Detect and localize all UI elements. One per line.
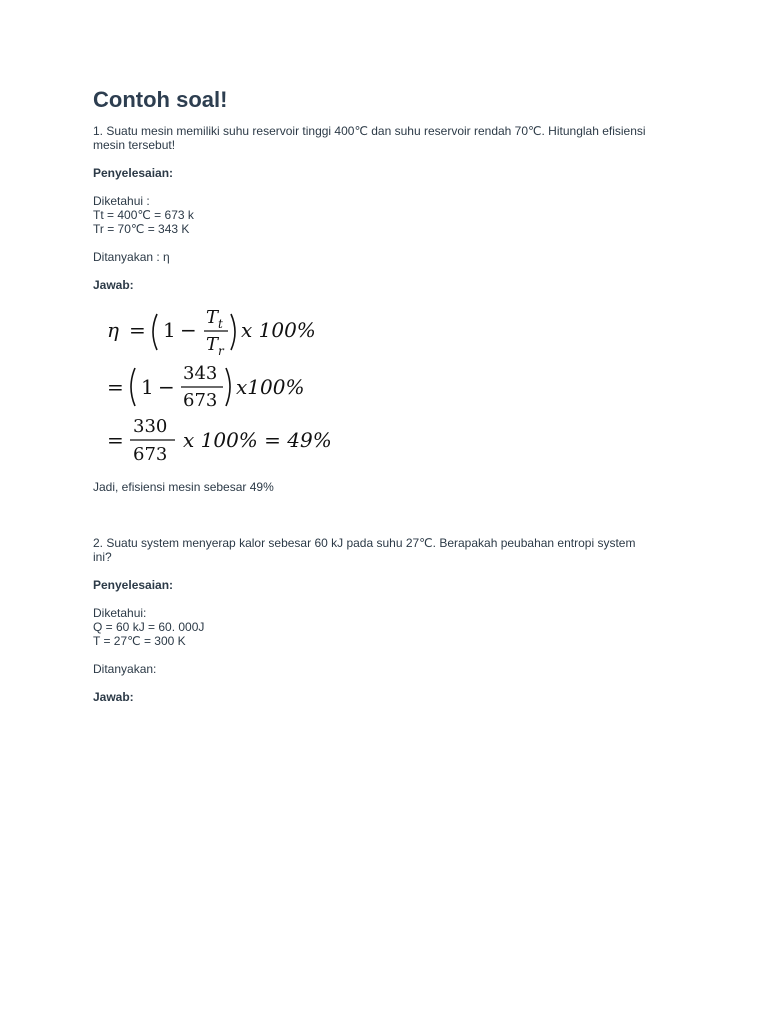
known-t: T = 27℃ = 300 K <box>93 634 186 648</box>
paren-close <box>226 368 230 406</box>
denominator-t: T <box>206 334 219 355</box>
times-100-text: x100% <box>236 375 305 399</box>
efficiency-formula <box>105 302 355 472</box>
equals-sign: = <box>129 318 146 342</box>
formula-svg <box>105 302 355 472</box>
denominator-subscript: r <box>218 344 224 358</box>
problem2-asked: Ditanyakan: <box>93 662 157 676</box>
spacer <box>93 592 653 606</box>
known-q: Q = 60 kJ = 60. 000J <box>93 620 205 634</box>
problem1-solution-label: Penyelesaian: <box>93 166 174 180</box>
spacer <box>93 676 653 690</box>
spacer <box>93 236 653 250</box>
problem2-question: 2. Suatu system menyerap kalor sebesar 60 kJ pada suhu 27℃. Berapakah peubahan entropi system ini? <box>93 536 636 564</box>
spacer <box>93 152 653 166</box>
problem2-known <box>93 606 653 648</box>
document-page <box>93 86 653 704</box>
times-100-text: x 100% <box>241 318 316 342</box>
section-spacer <box>93 494 653 536</box>
known-tt: Tt = 400℃ = 673 k <box>93 208 194 222</box>
page-title: Contoh soal! <box>93 87 228 112</box>
minus-sign: − <box>180 318 197 342</box>
minus-sign: − <box>158 375 175 399</box>
problem1-known <box>93 194 653 236</box>
problem1-question: 1. Suatu mesin memiliki suhu reservoir tinggi 400℃ dan suhu reservoir rendah 70℃. Hitunglah efisiensi mesin tersebut! <box>93 124 646 152</box>
spacer <box>93 180 653 194</box>
equals-sign: = <box>107 375 124 399</box>
problem2-answer-label: Jawab: <box>93 690 134 704</box>
paren-close <box>231 314 235 350</box>
problem1-answer-label: Jawab: <box>93 278 134 292</box>
equals-sign: = <box>107 428 124 452</box>
one-digit: 1 <box>163 318 176 342</box>
known-label: Diketahui: <box>93 606 147 620</box>
spacer <box>93 564 653 578</box>
result-text: x 100% = 49% <box>183 428 332 452</box>
paren-open <box>131 368 135 406</box>
problem2-solution-label: Penyelesaian: <box>93 578 174 592</box>
numerator-t: T <box>206 307 219 328</box>
eta-symbol: η <box>107 318 119 342</box>
one-digit: 1 <box>141 375 154 399</box>
numerator-subscript: t <box>218 317 223 331</box>
spacer <box>93 264 653 278</box>
paren-open <box>153 314 157 350</box>
problem1-conclusion: Jadi, efisiensi mesin sebesar 49% <box>93 480 274 494</box>
known-tr: Tr = 70℃ = 343 K <box>93 222 190 236</box>
numerator-330: 330 <box>133 416 168 437</box>
numerator-343: 343 <box>183 363 218 384</box>
denominator-673: 673 <box>133 444 168 465</box>
spacer <box>93 648 653 662</box>
known-label: Diketahui : <box>93 194 150 208</box>
problem1-asked: Ditanyakan : η <box>93 250 170 264</box>
denominator-673: 673 <box>183 390 218 411</box>
